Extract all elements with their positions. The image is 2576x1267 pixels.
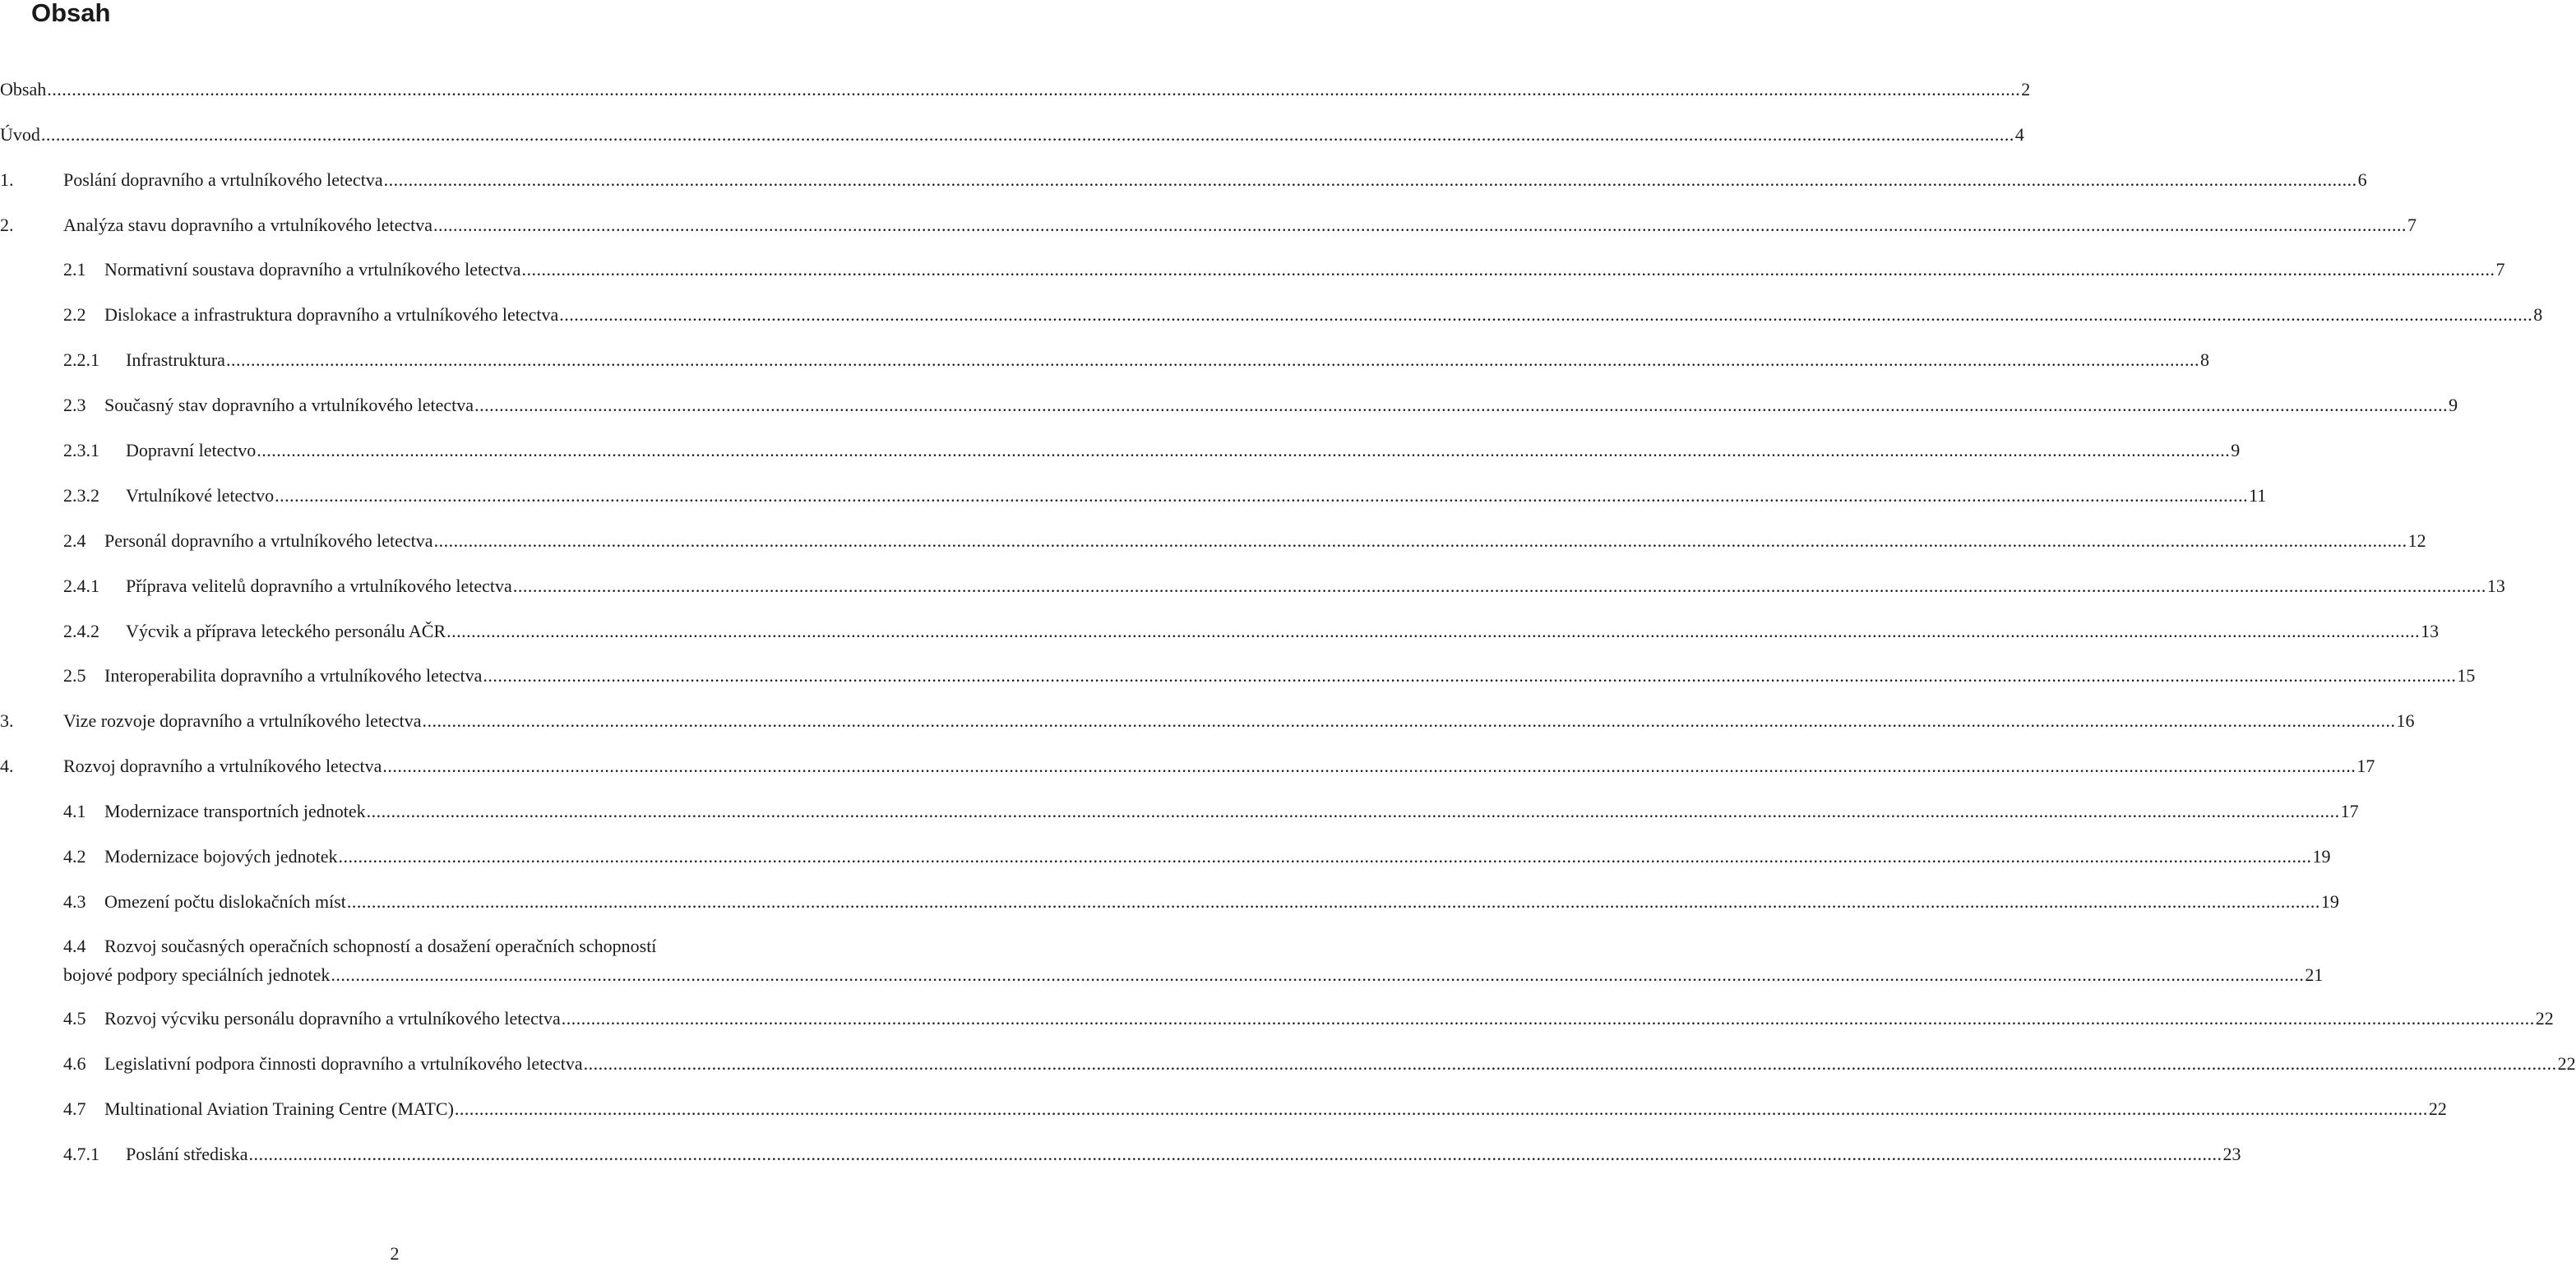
toc-entry-obsah[interactable]: [0, 76, 2031, 103]
dot-leader: ................................................................................................................................................................................................................................................................................................................................................................................................................: [559, 304, 2533, 325]
toc-entry-number: 2.2: [63, 304, 86, 325]
dot-leader: ................................................................................................................................................................................................................................................................................................................................................................................................................: [346, 891, 2320, 912]
toc-page-number: 4: [2014, 124, 2024, 145]
toc-page-number: 16: [2396, 710, 2415, 731]
toc-page-number: 23: [2222, 1144, 2241, 1164]
toc-page-number: 17: [2340, 801, 2359, 821]
toc-entry-number: 2.4.2: [63, 621, 99, 641]
toc-entry-number: 3.: [0, 710, 14, 731]
toc-entry-title-line1: Rozvoj současných operačních schopností a dosažení operačních schopností: [104, 936, 657, 956]
toc-entry-title: Příprava velitelů dopravního a vrtulníkového letectva: [126, 576, 512, 596]
toc-page-number: 22: [2428, 1098, 2447, 1119]
dot-leader: ................................................................................................................................................................................................................................................................................................................................................................................................................: [275, 485, 2249, 506]
toc-page-number: 15: [2457, 665, 2476, 686]
toc-entry-title: Vize rozvoje dopravního a vrtulníkového letectva: [63, 710, 422, 731]
dot-leader: ................................................................................................................................................................................................................................................................................................................................................................................................................: [338, 846, 2312, 867]
toc-entry-number: 4.: [0, 756, 14, 776]
toc-entry-title: Analýza stavu dopravního a vrtulníkového letectva: [63, 215, 433, 235]
toc-entry-4-5[interactable]: [0, 1005, 2554, 1032]
dot-leader: ................................................................................................................................................................................................................................................................................................................................................................................................................: [561, 1008, 2535, 1029]
toc-entry-number: 2.3.2: [63, 485, 99, 506]
toc-entry-3[interactable]: [0, 707, 2415, 734]
toc-entry-title: Rozvoj výcviku personálu dopravního a vrtulníkového letectva: [104, 1008, 561, 1029]
dot-leader: ................................................................................................................................................................................................................................................................................................................................................................................................................: [248, 1144, 2222, 1164]
toc-entry-number: 4.2: [63, 846, 86, 867]
toc-entry-number: 4.4: [63, 936, 86, 956]
dot-leader: ................................................................................................................................................................................................................................................................................................................................................................................................................: [521, 259, 2495, 280]
toc-entry-title: Legislativní podpora činnosti dopravního a vrtulníkového letectva: [104, 1053, 583, 1074]
toc-entry-title: Úvod: [0, 124, 40, 145]
toc-entry-title: Obsah: [0, 79, 47, 99]
toc-page-number: 7: [2495, 259, 2505, 280]
toc-entry-4-7[interactable]: [0, 1095, 2447, 1122]
toc-page-number: 2: [2021, 79, 2031, 99]
toc-entry-title: Personál dopravního a vrtulníkového letectva: [104, 530, 433, 551]
toc-entry-title: Modernizace transportních jednotek: [104, 801, 366, 821]
dot-leader: ................................................................................................................................................................................................................................................................................................................................................................................................................: [422, 710, 2396, 731]
toc-page-number: 11: [2249, 485, 2267, 506]
toc-entry-title: Výcvik a příprava leteckého personálu AČR: [126, 621, 446, 641]
dot-leader: ................................................................................................................................................................................................................................................................................................................................................................................................................: [366, 801, 2340, 821]
dot-leader: ................................................................................................................................................................................................................................................................................................................................................................................................................: [454, 1098, 2428, 1119]
toc-entry-title: Současný stav dopravního a vrtulníkového letectva: [104, 395, 474, 415]
toc-entry-2[interactable]: [0, 211, 2417, 238]
dot-leader: ................................................................................................................................................................................................................................................................................................................................................................................................................: [47, 79, 2021, 99]
toc-entry-2-5[interactable]: [0, 662, 2476, 689]
toc-entry-number: 2.5: [63, 665, 86, 686]
dot-leader: ................................................................................................................................................................................................................................................................................................................................................................................................................: [433, 215, 2407, 235]
toc-entry-4-1[interactable]: [0, 798, 2359, 825]
toc-entry-title: Dislokace a infrastruktura dopravního a vrtulníkového letectva: [104, 304, 559, 325]
toc-entry-title: bojové podpory speciálních jednotek: [63, 964, 331, 985]
toc-entry-number: 1.: [0, 169, 14, 190]
toc-page-number: 8: [2199, 349, 2209, 370]
toc-entry-title: Omezení počtu dislokačních míst: [104, 891, 346, 912]
dot-leader: ................................................................................................................................................................................................................................................................................................................................................................................................................: [583, 1053, 2557, 1074]
dot-leader: ................................................................................................................................................................................................................................................................................................................................................................................................................: [483, 665, 2457, 686]
toc-entry-2-3-2[interactable]: [0, 482, 2267, 509]
dot-leader: ................................................................................................................................................................................................................................................................................................................................................................................................................: [257, 440, 2231, 460]
toc-entry-number: 4.7.1: [63, 1144, 99, 1164]
toc-page-number: 7: [2407, 215, 2417, 235]
toc-page-number: 13: [2421, 621, 2440, 641]
toc-entry-number: 4.3: [63, 891, 86, 912]
dot-leader: ................................................................................................................................................................................................................................................................................................................................................................................................................: [433, 530, 2407, 551]
toc-entry-number: 2.1: [63, 259, 86, 280]
toc-page-number: 6: [2357, 169, 2367, 190]
toc-entry-2-4[interactable]: [0, 527, 2426, 554]
toc-entry-number: 4.6: [63, 1053, 86, 1074]
dot-leader: ................................................................................................................................................................................................................................................................................................................................................................................................................: [446, 621, 2421, 641]
toc-entry-title: Poslání dopravního a vrtulníkového letectva: [63, 169, 383, 190]
toc-entry-number: 2.3.1: [63, 440, 99, 460]
dot-leader: ................................................................................................................................................................................................................................................................................................................................................................................................................: [331, 964, 2305, 985]
toc-entry-2-1[interactable]: [0, 256, 2505, 283]
toc-page-number: 19: [2312, 846, 2331, 867]
toc-entry-4-4[interactable]: [0, 932, 2324, 990]
toc-page-number: 22: [2535, 1008, 2554, 1029]
toc-entry-2-3[interactable]: [0, 391, 2458, 418]
toc-entry-title: Multinational Aviation Training Centre (MATC): [104, 1098, 454, 1119]
dot-leader: ................................................................................................................................................................................................................................................................................................................................................................................................................: [382, 756, 2356, 776]
toc-entry-title: Normativní soustava dopravního a vrtulníkového letectva: [104, 259, 521, 280]
toc-entry-number: 2.4.1: [63, 576, 99, 596]
toc-entry-title: Poslání střediska: [126, 1144, 248, 1164]
toc-page-number: 22: [2557, 1053, 2576, 1074]
toc-entry-title: Dopravní letectvo: [126, 440, 257, 460]
toc-entry-4-3[interactable]: [0, 888, 2339, 915]
toc-entry-number: 2.2.1: [63, 349, 99, 370]
toc-entry-1[interactable]: [0, 166, 2367, 193]
toc-entry-2-3-1[interactable]: [0, 437, 2241, 464]
toc-entry-2-4-1[interactable]: [0, 572, 2505, 599]
toc-entry-4-7-1[interactable]: [0, 1140, 2241, 1168]
toc-entry-number: 4.5: [63, 1008, 86, 1029]
toc-entry-4-2[interactable]: [0, 843, 2331, 870]
toc-entry-2-2-1[interactable]: [0, 346, 2209, 373]
dot-leader: ................................................................................................................................................................................................................................................................................................................................................................................................................: [40, 124, 2014, 145]
toc-page-number: 19: [2320, 891, 2339, 912]
toc-page-number: 12: [2407, 530, 2426, 551]
page-title: Obsah: [31, 0, 111, 27]
toc-entry-2-4-2[interactable]: [0, 617, 2440, 645]
toc-page-number: 13: [2486, 576, 2505, 596]
toc-entry-title: Vrtulníkové letectvo: [126, 485, 275, 506]
toc-page-number: 21: [2305, 964, 2324, 985]
toc-entry-number: 4.7: [63, 1098, 86, 1119]
toc-page-number: 9: [2231, 440, 2241, 460]
toc-entry-4-6[interactable]: [0, 1050, 2576, 1077]
toc-entry-title: Interoperabilita dopravního a vrtulníkového letectva: [104, 665, 483, 686]
toc-entry-2-2[interactable]: [0, 301, 2543, 328]
toc-entry-title: Modernizace bojových jednotek: [104, 846, 338, 867]
toc-entry-4[interactable]: [0, 752, 2375, 779]
toc-entry-number: 2.4: [63, 530, 86, 551]
toc-page-number: 8: [2533, 304, 2543, 325]
dot-leader: ................................................................................................................................................................................................................................................................................................................................................................................................................: [383, 169, 2357, 190]
toc-entry-number: 4.1: [63, 801, 86, 821]
page-number-footer: 2: [390, 1243, 400, 1264]
dot-leader: ................................................................................................................................................................................................................................................................................................................................................................................................................: [512, 576, 2486, 596]
dot-leader: ................................................................................................................................................................................................................................................................................................................................................................................................................: [225, 349, 2199, 370]
toc-entry-number: 2.: [0, 215, 14, 235]
toc-page-number: 17: [2356, 756, 2375, 776]
toc-page-number: 9: [2449, 395, 2458, 415]
toc-entry-number: 2.3: [63, 395, 86, 415]
toc-entry-title: Rozvoj dopravního a vrtulníkového letectva: [63, 756, 382, 776]
toc-entry-uvod[interactable]: [0, 121, 2024, 148]
toc-entry-title: Infrastruktura: [126, 349, 225, 370]
dot-leader: ................................................................................................................................................................................................................................................................................................................................................................................................................: [474, 395, 2449, 415]
